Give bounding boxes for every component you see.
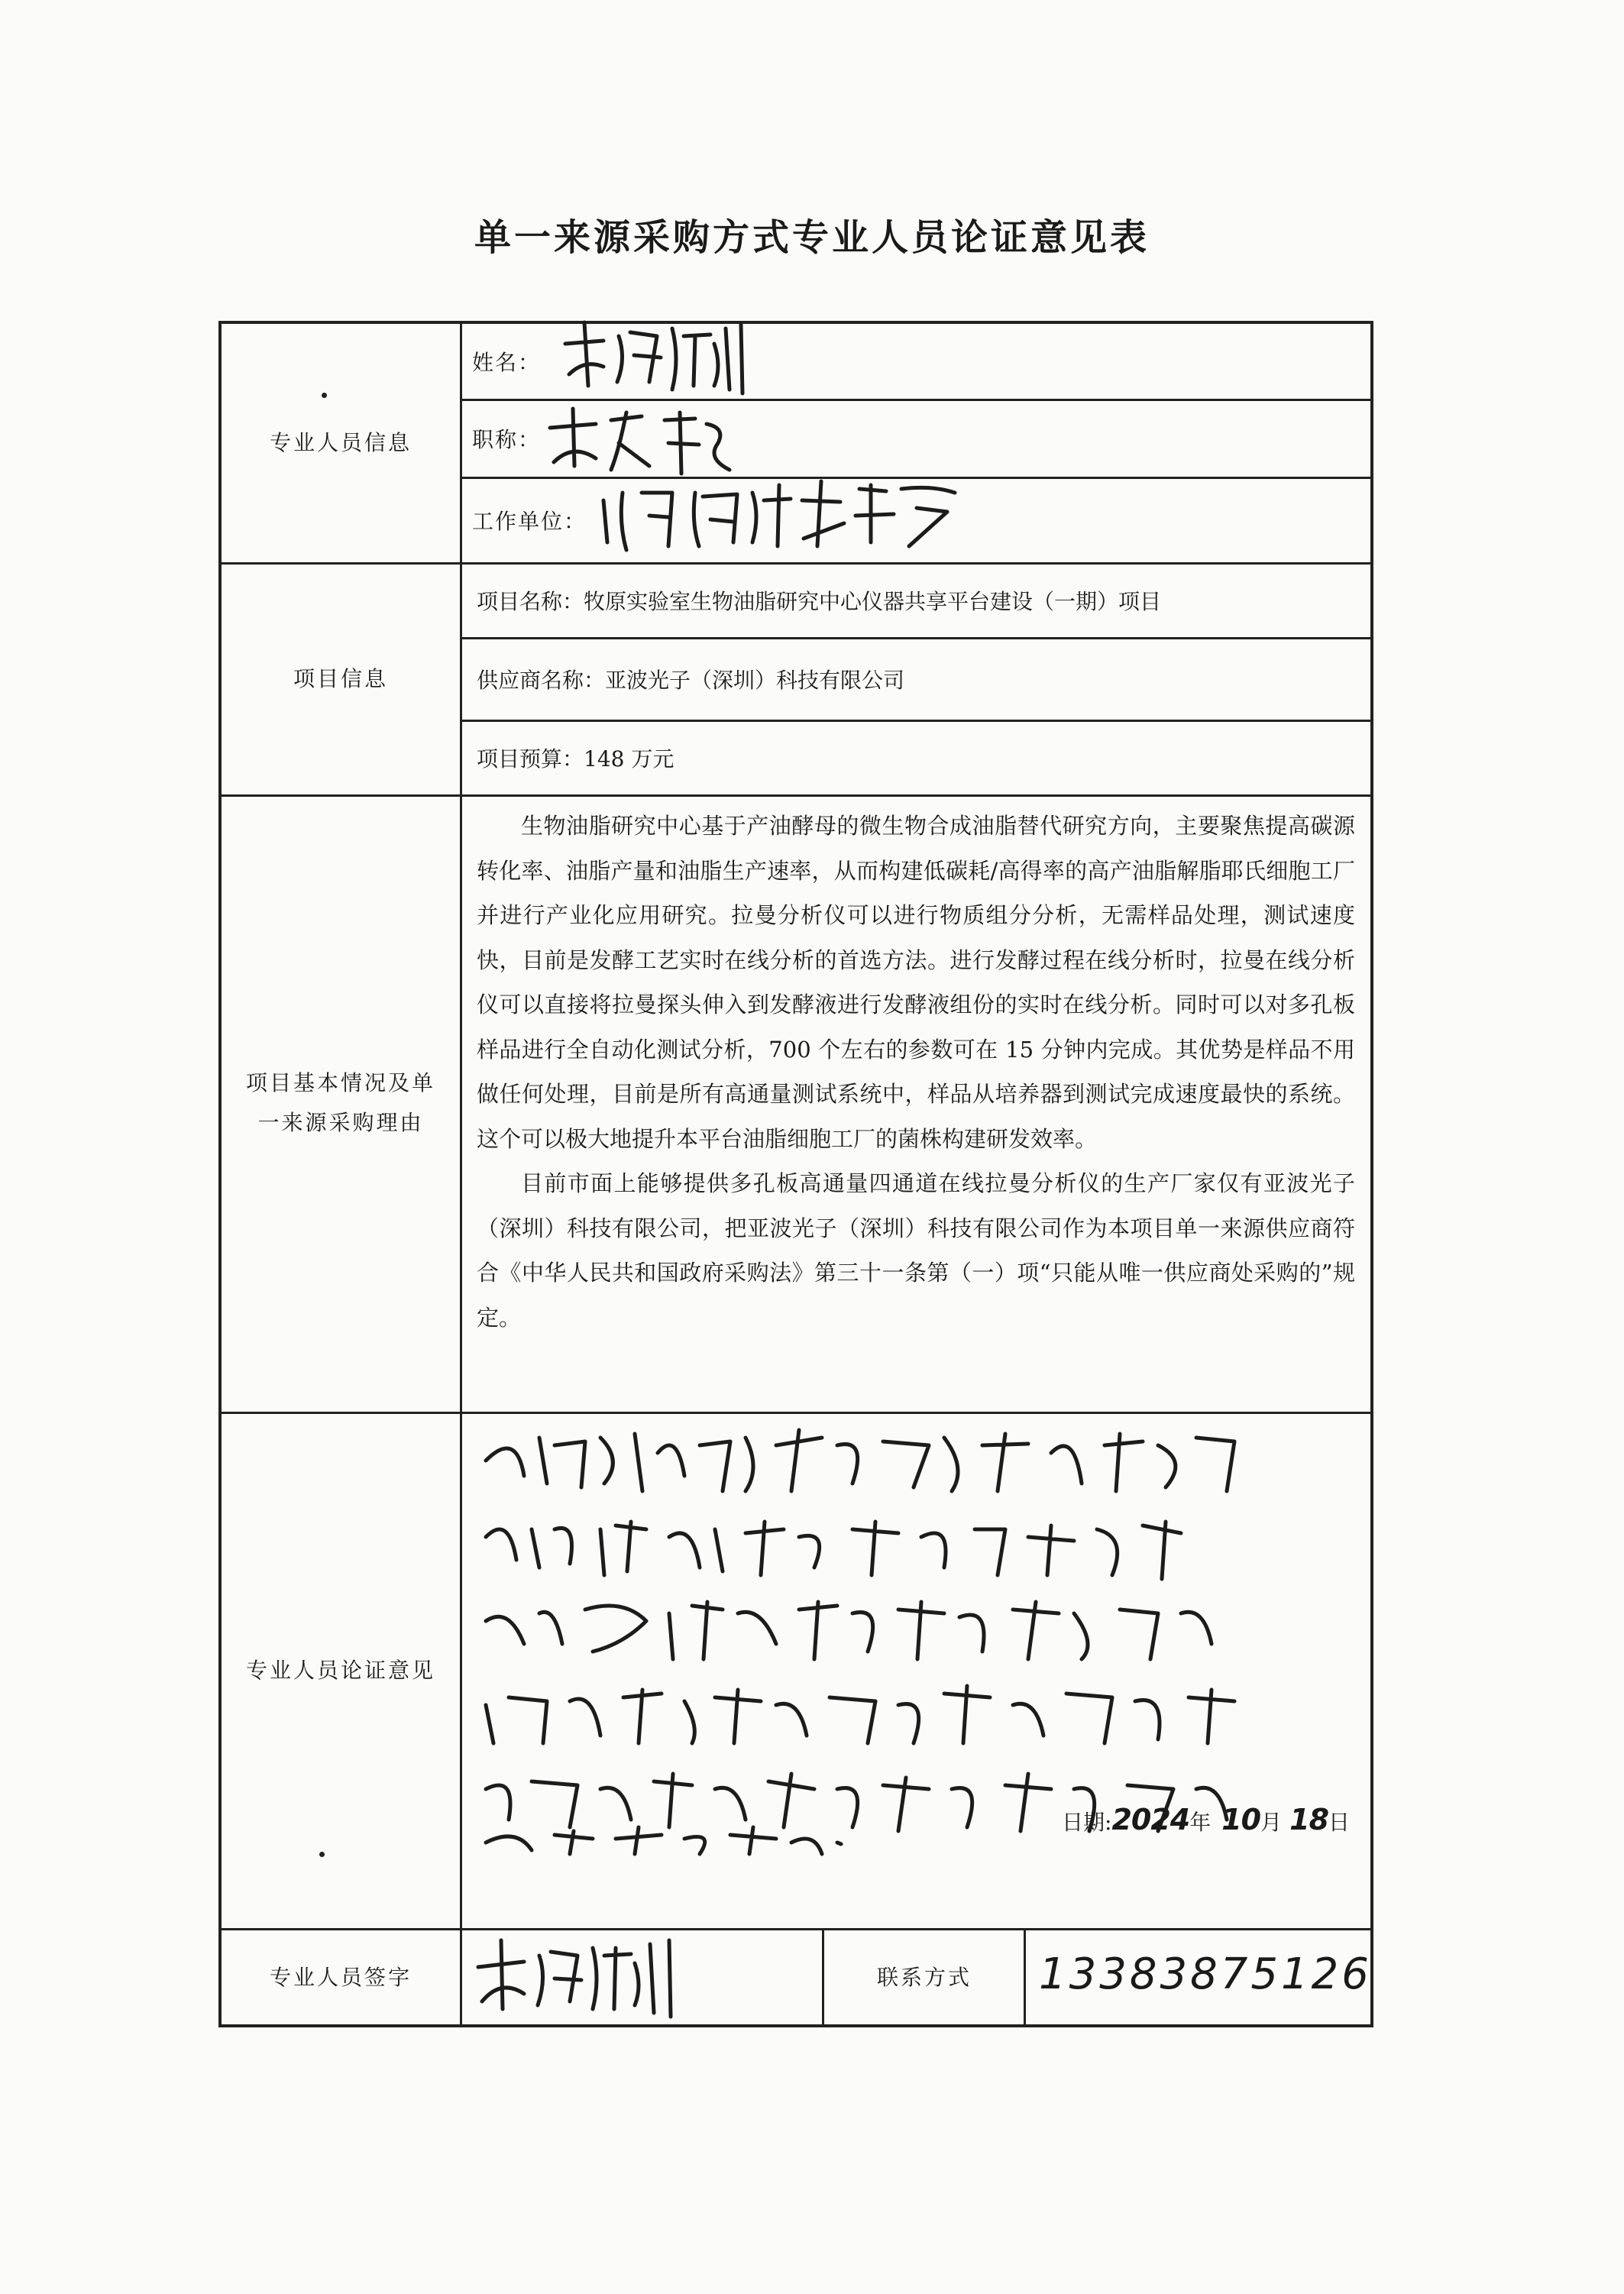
scan-speck (319, 1852, 325, 1857)
scan-speck (322, 393, 327, 398)
reason-paragraph: 生物油脂研究中心基于产油酵母的微生物合成油脂替代研究方向，主要聚焦提高碳源转化率、油脂产量和油脂生产速率，从而构建低碳耗/高得率的高产油脂解脂耶氏细胞工厂并进行产业化应用研究。拉曼分析仪可以进行物质组分分析，无需样品处理，测试速度快，目前是发酵工艺实时在线分析的首选方法。进行发酵过程在线分析时，拉曼在线分析仪可以直接将拉曼探头伸入到发酵液进行发酵液组份的实时在线分析。同时可以对多孔板样品进行全自动化测试分析，700 个左右的参数可在 15 分钟内完成。其优势是样品不用做任何处理，目前是所有高通量测试系统中，样品从培养器到测试完成速度最快的系统。这个可以极大地提升本平台油脂细胞工厂的菌株构建研发效率。 (477, 813, 1355, 1152)
procurement-reason-text (477, 804, 1355, 1340)
handwritten-signature (471, 1925, 700, 2024)
title-label: 职称： (472, 427, 542, 452)
unit-handwriting (596, 470, 993, 561)
signature-label: 专业人员签字 (269, 1965, 412, 1990)
opinion-handwriting (471, 1415, 1372, 1858)
date-label: 日期: (1062, 1810, 1112, 1835)
opinion-label: 专业人员论证意见 (245, 1658, 435, 1683)
date-year-unit: 年 (1189, 1810, 1212, 1835)
contact-label: 联系方式 (876, 1965, 972, 1990)
date-day: 18 (1289, 1803, 1329, 1836)
opinion-date (1062, 1803, 1350, 1836)
column-divider (1024, 1928, 1026, 2026)
basis-label: 项目基本情况及单一来源采购理由 (245, 1070, 435, 1135)
professional-info-label: 专业人员信息 (269, 430, 412, 455)
title-handwriting (542, 397, 756, 481)
form-title: 单一来源采购方式专业人员论证意见表 (474, 216, 1150, 259)
date-month-unit: 月 (1260, 1810, 1283, 1835)
date-year: 2024 (1111, 1803, 1190, 1836)
unit-label: 工作单位： (472, 509, 587, 534)
reason-paragraph: 目前市面上能够提供多孔板高通量四通道在线拉曼分析仪的生产厂家仅有亚波光子（深圳）科技有限公司，把亚波光子（深圳）科技有限公司作为本项目单一来源供应商符合《中华人民共和国政府采购法》第三十一条第（一）项“只能从唯一供应商处采购的”规定。 (477, 1170, 1355, 1331)
column-divider (460, 322, 462, 2026)
date-day-unit: 日 (1328, 1810, 1351, 1835)
project-name: 项目名称：牧原实验室生物油脂研究中心仪器共享平台建设（一期）项目 (477, 589, 1162, 614)
name-label: 姓名： (472, 350, 542, 375)
supplier-name: 供应商名称：亚波光子（深圳）科技有限公司 (477, 668, 905, 693)
name-handwriting (558, 313, 802, 397)
contact-phone: 13383875126 (1039, 1949, 1372, 1999)
project-budget: 项目预算：148 万元 (477, 746, 675, 772)
date-month: 10 (1221, 1803, 1261, 1836)
column-divider (822, 1928, 824, 2026)
project-info-label: 项目信息 (293, 666, 388, 691)
